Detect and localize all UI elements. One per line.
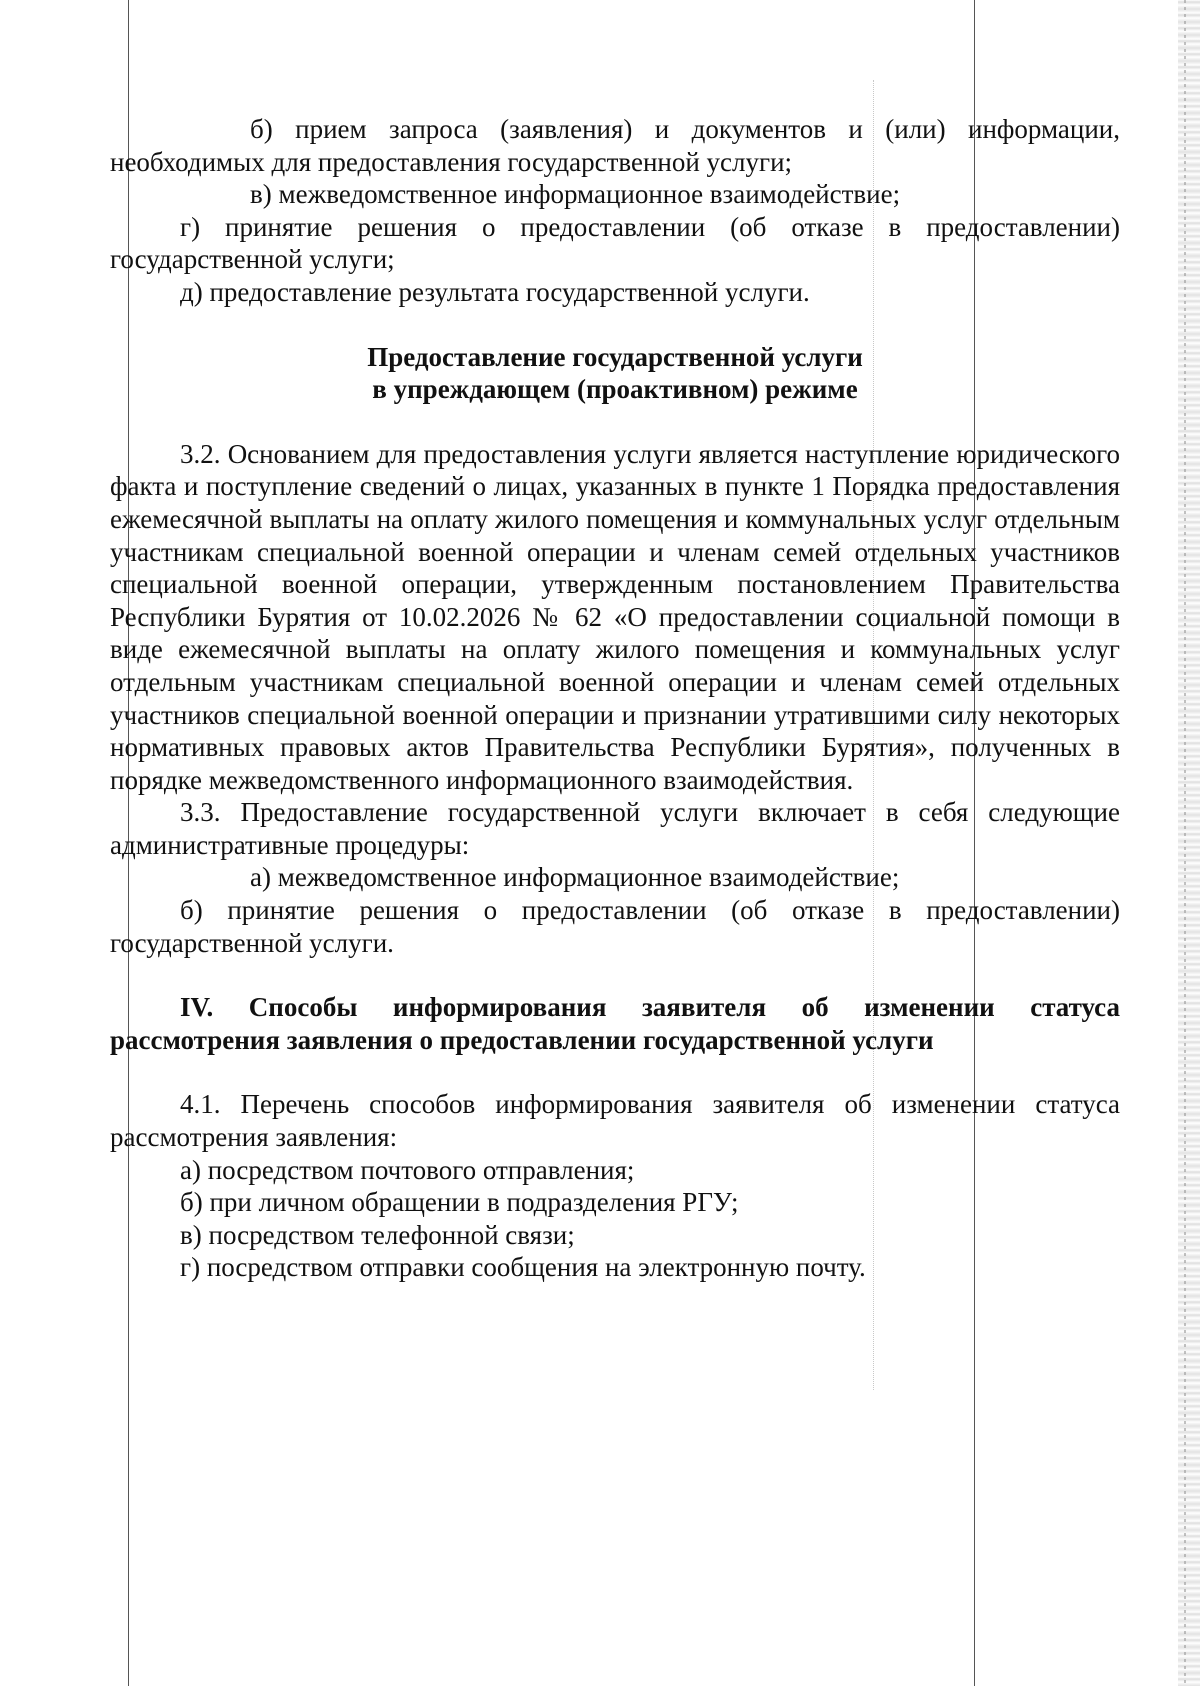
list-item — [110, 178, 1120, 211]
list-item-label: б) — [180, 895, 203, 926]
list-item: в) посредством телефонной связи; — [180, 1219, 575, 1250]
list-item — [110, 894, 1120, 959]
section-heading-proactive-line1: Предоставление государственной услуги — [367, 341, 863, 372]
section-iv-heading: IV. Способы информирования заявителя об изменении статуса рассмотрения заявления о предоставлении государственной услуги — [110, 992, 1120, 1055]
list-item-text: прием запроса (заявления) и документов и (или) информации, необходимых для предоставления государственной услуги; — [110, 114, 1121, 177]
list-item-label: д) — [180, 276, 203, 307]
section-heading-proactive-line2: в упреждающем (проактивном) режиме — [372, 374, 858, 405]
list-item-text: межведомственное информационное взаимодействие; — [278, 179, 901, 210]
scan-edge-noise — [1178, 0, 1200, 1686]
spacer — [110, 1056, 1120, 1088]
spacer — [110, 406, 1120, 438]
document-body — [110, 113, 1120, 1284]
list-item — [110, 861, 1120, 894]
spacer — [110, 309, 1120, 341]
paragraph-3-3: 3.3. Предоставление государственной услуги включает в себя следующие административные процедуры: — [110, 797, 1120, 860]
paragraph-4-1: 4.1. Перечень способов информирования заявителя об изменении статуса рассмотрения заявления: — [110, 1089, 1120, 1153]
list-item-text: предоставление результата государственной услуги. — [209, 276, 810, 307]
paragraph-3-2: 3.2. Основанием для предоставления услуги является наступление юридического факта и поступление сведений о лицах, указанных в пункте 1 Порядка предоставления ежемесячной выплаты на оплату жилого помещения и коммунальных услуг отдельным участникам специальной военной операции и членам семей отдельных участников специальной военной операции, утвержденным постановлением Правительства Республики Бурятия от 10.02.2026 № 62 «О предоставлении социальной помощи в виде ежемесячной выплаты на оплату жилого помещения и коммунальных услуг отдельным участникам специальной военной операции и членам семей отдельных участников специальной военной операции и признании утратившими силу некоторых нормативных правовых актов Правительства Республики Бурятия», полученных в порядке межведомственного информационного взаимодействия. — [110, 438, 1120, 795]
list-item: а) посредством почтового отправления; — [180, 1154, 635, 1185]
list-item-text: принятие решения о предоставлении (об отказе в предоставлении) государственной услуги; — [110, 211, 1120, 275]
list-item-label: в) — [250, 179, 272, 210]
list-item-label: г) — [180, 211, 201, 242]
list-item-label: а) — [250, 862, 271, 893]
list-item — [110, 276, 1120, 309]
list-item: г) посредством отправки сообщения на электронную почту. — [180, 1252, 866, 1283]
list-item — [110, 211, 1120, 276]
list-item — [110, 113, 1120, 178]
list-item: б) при личном обращении в подразделения РГУ; — [180, 1187, 739, 1218]
list-item-label: б) — [250, 114, 273, 144]
spacer — [110, 959, 1120, 991]
list-item-text: принятие решения о предоставлении (об отказе в предоставлении) государственной услуги. — [110, 895, 1120, 958]
list-item-text: межведомственное информационное взаимодействие; — [277, 862, 900, 893]
